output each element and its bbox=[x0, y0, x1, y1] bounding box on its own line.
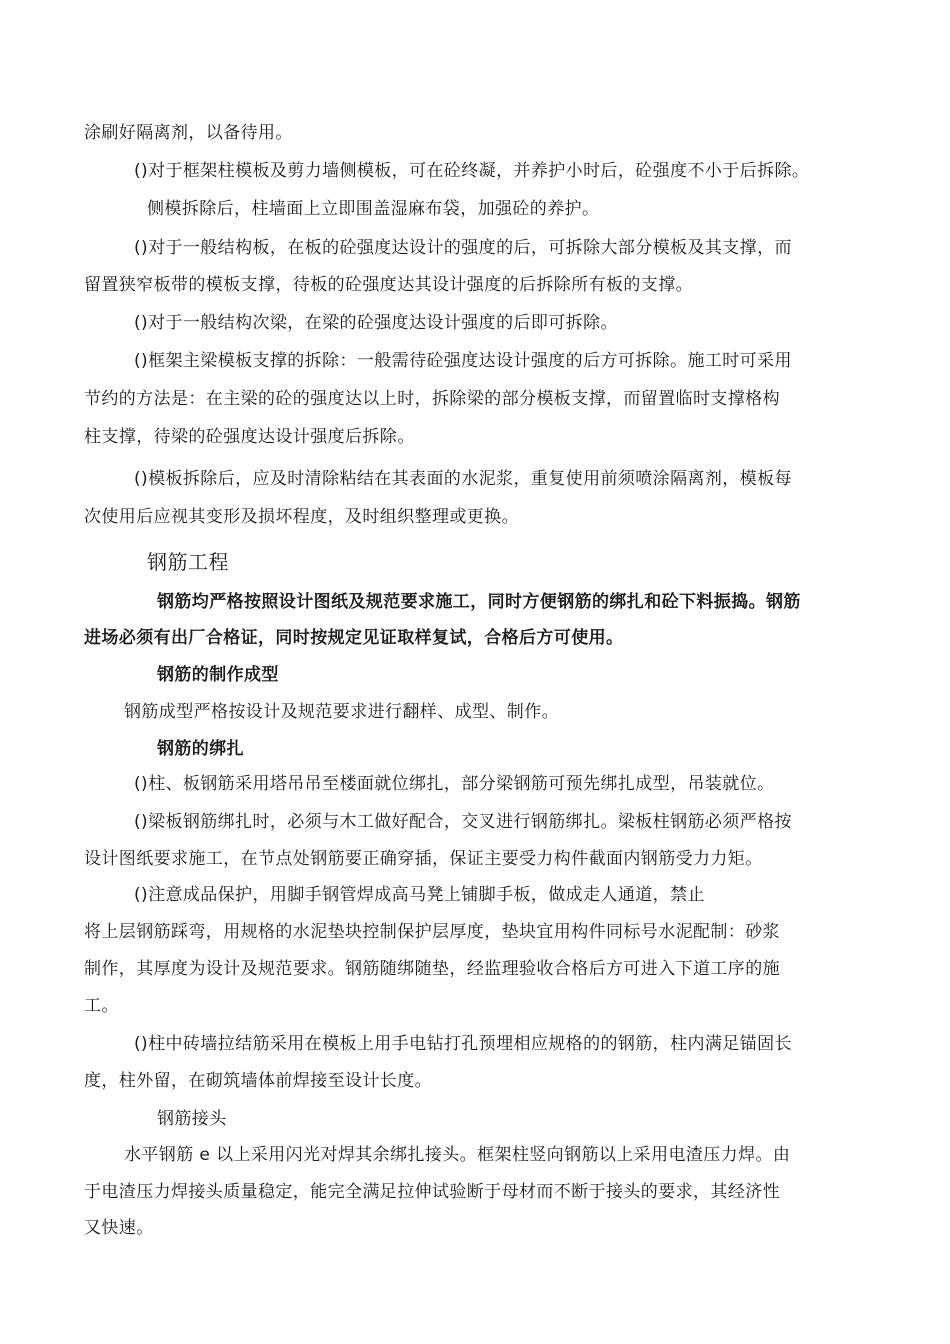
paragraph-line: 制作，其厚度为设计及规范要求。钢筋随绑随垫，经监理验收合格后方可进入下道工序的施 bbox=[84, 959, 780, 979]
paragraph-line: ()柱、板钢筋采用塔吊吊至楼面就位绑扎，部分梁钢筋可预先绑扎成型，吊装就位。 bbox=[134, 774, 775, 794]
paragraph-line: 留置狭窄板带的模板支撑，待板的砼强度达其设计强度的后拆除所有板的支撑。 bbox=[84, 275, 693, 295]
paragraph-line: ()对于框架柱模板及剪力墙侧模板，可在砼终凝，并养护小时后，砼强度不小于后拆除。 bbox=[134, 161, 810, 181]
paragraph-line: 将上层钢筋踩弯，用规格的水泥垫块控制保护层厚度，垫块宜用构件同标号水泥配制：砂浆 bbox=[84, 922, 780, 942]
subsection-heading: 钢筋的制作成型 bbox=[157, 665, 279, 685]
paragraph-line: 涂刷好隔离剂，以备待用。 bbox=[84, 123, 293, 143]
paragraph-line: ()梁板钢筋绑扎时，必须与木工做好配合，交叉进行钢筋绑扎。梁板柱钢筋必须严格按 bbox=[134, 812, 792, 832]
paragraph-line: ()注意成品保护，用脚手钢管焊成高马凳上铺脚手板，做成走人通道，禁止 bbox=[134, 885, 705, 905]
section-heading: 钢筋工程 bbox=[147, 550, 229, 574]
paragraph-line: ()对于一般结构次梁，在梁的砼强度达设计强度的后即可拆除。 bbox=[134, 313, 618, 333]
paragraph-line: 柱支撑，待梁的砼强度达设计强度后拆除。 bbox=[84, 427, 415, 447]
paragraph-line: ()框架主梁模板支撑的拆除：一般需待砼强度达设计强度的后方可拆除。施工时可采用 bbox=[134, 351, 792, 371]
paragraph-line: ()柱中砖墙拉结筋采用在模板上用手电钻打孔预埋相应规格的的钢筋，柱内满足锚固长 bbox=[134, 1034, 792, 1054]
paragraph-line: 钢筋均严格按照设计图纸及规范要求施工，同时方便钢筋的绑扎和砼下料振捣。钢筋 bbox=[157, 592, 801, 612]
paragraph-line: 设计图纸要求施工，在节点处钢筋要正确穿插，保证主要受力构件截面内钢筋受力力矩。 bbox=[84, 849, 763, 869]
paragraph-line: ()对于一般结构板，在板的砼强度达设计的强度的后，可拆除大部分模板及其支撑，而 bbox=[134, 238, 792, 258]
subsection-heading: 钢筋的绑扎 bbox=[157, 739, 244, 759]
paragraph-line: 侧模拆除后，柱墙面上立即围盖湿麻布袋，加强砼的养护。 bbox=[147, 199, 600, 219]
paragraph-line: ()模板拆除后，应及时清除粘结在其表面的水泥浆，重复使用前须喷涂隔离剂，模板每 bbox=[134, 469, 792, 489]
paragraph-line: 度，柱外留，在砌筑墙体前焊接至设计长度。 bbox=[84, 1071, 432, 1091]
paragraph-line: 节约的方法是：在主梁的砼的强度达以上时，拆除梁的部分模板支撑，而留置临时支撑格构 bbox=[84, 389, 780, 409]
paragraph-line: 次使用后应视其变形及损坏程度，及时组织整理或更换。 bbox=[84, 507, 519, 527]
paragraph-line: 钢筋成型严格按设计及规范要求进行翻样、成型、制作。 bbox=[124, 702, 559, 722]
subsection-heading: 钢筋接头 bbox=[157, 1109, 227, 1129]
paragraph-line: 又快速。 bbox=[84, 1218, 154, 1238]
paragraph-line: 进场必须有出厂合格证，同时按规定见证取样复试，合格后方可使用。 bbox=[84, 628, 624, 648]
paragraph-line: 于电渣压力焊接头质量稳定，能完全满足拉伸试验断于母材而不断于接头的要求，其经济性 bbox=[84, 1182, 780, 1202]
paragraph-line: 工。 bbox=[84, 996, 119, 1016]
paragraph-line: 水平钢筋 e 以上采用闪光对焊其余绑扎接头。框架柱竖向钢筋以上采用电渣压力焊。由 bbox=[124, 1145, 791, 1165]
